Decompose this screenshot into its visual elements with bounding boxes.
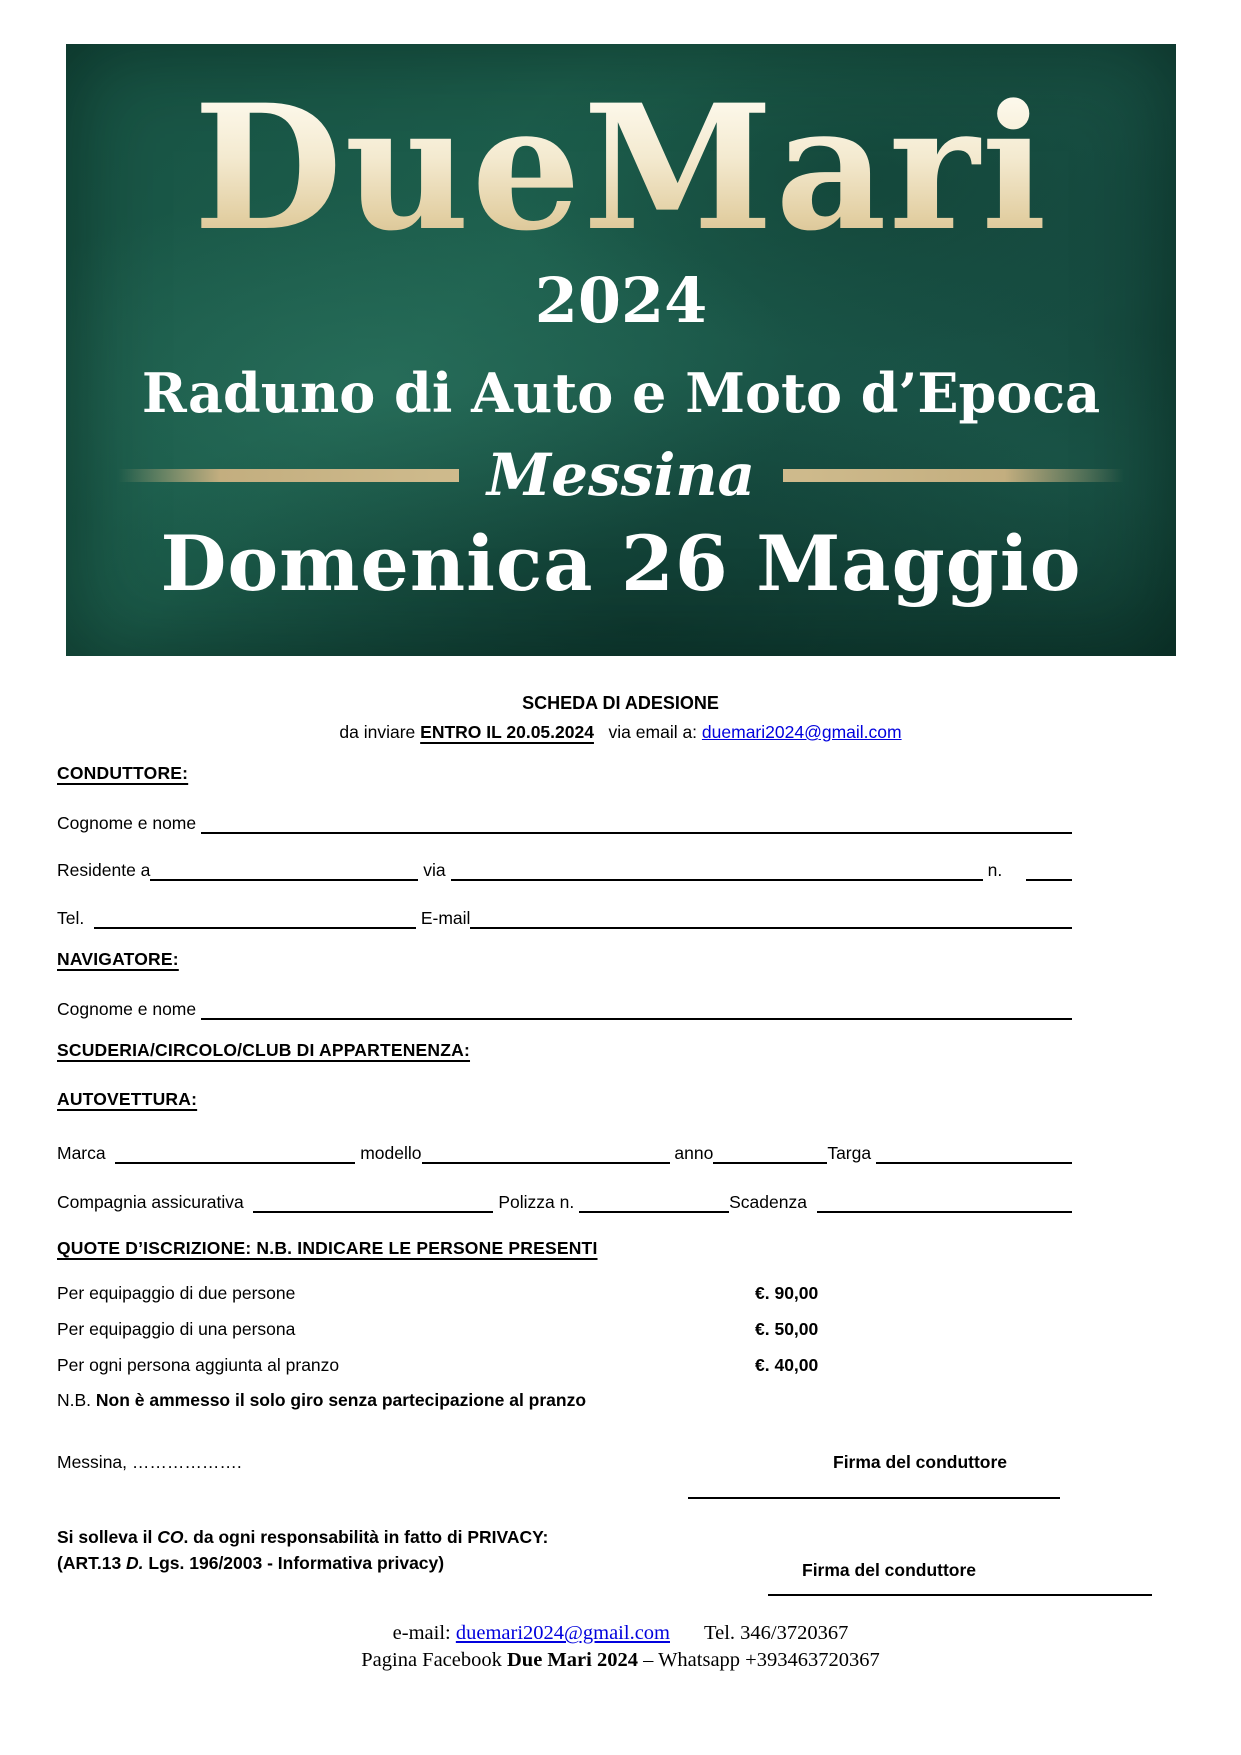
privacy-2b: D. — [126, 1553, 144, 1573]
privacy-1c: . da ogni responsabilità in fatto di PRIVACY: — [183, 1527, 549, 1547]
footer-line-1 — [0, 1622, 1241, 1645]
section-heading-navigatore: NAVIGATORE: — [57, 949, 179, 969]
section-heading-scuderia: SCUDERIA/CIRCOLO/CLUB DI APPARTENENZA: — [57, 1040, 471, 1060]
nb-note — [57, 1390, 586, 1411]
field-label-via: via — [418, 860, 451, 880]
field-label-cognome-nav: Cognome e nome — [57, 999, 201, 1019]
signature-label-2: Firma del conduttore — [802, 1560, 977, 1580]
banner-location-row — [66, 441, 1176, 510]
field-row-navigatore-name — [57, 992, 1072, 1020]
blank-line-anno — [713, 1156, 827, 1164]
fee-row — [57, 1355, 1072, 1376]
field-label-n: n. — [982, 860, 1012, 880]
blank-line-modello — [422, 1156, 670, 1164]
banner-title: DueMari — [66, 58, 1176, 278]
signature-line-2 — [768, 1594, 1152, 1596]
blank-line-cognome-nav — [201, 1012, 1072, 1020]
field-row-insurance — [57, 1187, 1072, 1213]
fee-label: Per equipaggio di due persone — [57, 1283, 296, 1303]
field-label-tel: Tel. — [57, 908, 94, 928]
footer-email-link[interactable]: duemari2024@gmail.com — [455, 1622, 670, 1644]
footer-whatsapp: – Whatsapp +393463720367 — [637, 1649, 880, 1671]
signature-line-1 — [688, 1497, 1060, 1499]
field-label-residente: Residente a — [57, 860, 151, 880]
blank-line-n — [1026, 873, 1072, 881]
fee-label: Per equipaggio di una persona — [57, 1319, 296, 1339]
footer-facebook-page: Due Mari 2024 — [507, 1649, 638, 1671]
gold-divider-right — [783, 469, 1124, 482]
send-deadline: ENTRO IL 20.05.2024 — [420, 722, 594, 742]
field-label-compagnia: Compagnia assicurativa — [57, 1192, 254, 1212]
privacy-line-1 — [57, 1527, 548, 1548]
section-heading-autovettura: AUTOVETTURA: — [57, 1089, 198, 1109]
fee-price: €. 50,00 — [755, 1319, 819, 1339]
privacy-2c: Lgs. 196/2003 - Informativa privacy) — [143, 1553, 445, 1573]
privacy-1a: Si solleva il — [57, 1527, 158, 1547]
fee-price: €. 40,00 — [755, 1355, 819, 1375]
banner-location: Messina — [486, 441, 756, 510]
field-label-scadenza: Scadenza — [729, 1192, 817, 1212]
field-row-conduttore-name — [57, 806, 1072, 834]
field-row-residence — [57, 853, 1072, 881]
field-label-polizza: Polizza n. — [493, 1192, 580, 1212]
blank-line-polizza — [579, 1205, 729, 1213]
blank-line-tel — [94, 921, 416, 929]
footer-facebook-prefix: Pagina Facebook — [361, 1649, 507, 1671]
banner-date: Domenica 26 Maggio — [160, 519, 1082, 609]
nb-prefix: N.B. — [57, 1390, 96, 1410]
blank-line-cognome — [201, 826, 1072, 834]
field-label-email: E-mail — [415, 908, 471, 928]
blank-line-email — [470, 921, 1072, 929]
privacy-2a: (ART.13 — [57, 1553, 127, 1573]
email-link[interactable]: duemari2024@gmail.com — [701, 722, 902, 742]
field-label-marca: Marca — [57, 1143, 116, 1163]
fee-row — [57, 1283, 1072, 1304]
event-banner — [66, 44, 1176, 656]
footer-line-2 — [0, 1649, 1241, 1672]
fee-price: €. 90,00 — [755, 1283, 819, 1303]
fee-label: Per ogni persona aggiunta al pranzo — [57, 1355, 340, 1375]
footer-email-prefix: e-mail: — [392, 1622, 456, 1644]
field-row-car — [57, 1138, 1072, 1164]
signature-label-1: Firma del conduttore — [833, 1452, 1008, 1472]
form-title: SCHEDA DI ADESIONE — [522, 693, 719, 713]
place-date-line: Messina, ………………. — [57, 1452, 242, 1472]
banner-year: 2024 — [534, 264, 708, 338]
banner-subtitle: Raduno di Auto e Moto d’Epoca — [141, 361, 1101, 426]
field-label-cognome: Cognome e nome — [57, 813, 201, 833]
privacy-line-2 — [57, 1553, 444, 1574]
privacy-1b: CO — [157, 1527, 184, 1547]
blank-line-residente — [150, 873, 418, 881]
field-row-contacts — [57, 901, 1072, 929]
nb-text: Non è ammesso il solo giro senza partecipazione al pranzo — [95, 1390, 587, 1410]
blank-line-compagnia — [253, 1205, 493, 1213]
section-heading-quote: QUOTE D’ISCRIZIONE: N.B. INDICARE LE PERSONE PRESENTI — [57, 1238, 598, 1258]
footer-tel: Tel. 346/3720367 — [704, 1622, 849, 1644]
field-label-targa: Targa — [827, 1143, 876, 1163]
send-prefix: da inviare — [339, 722, 421, 742]
send-middle: via email a: — [593, 722, 702, 742]
gold-divider-left — [118, 469, 459, 482]
blank-line-via — [451, 873, 983, 881]
send-instructions — [0, 722, 1241, 743]
blank-line-marca — [115, 1156, 355, 1164]
field-label-anno: anno — [669, 1143, 714, 1163]
blank-line-targa — [876, 1156, 1072, 1164]
field-label-modello: modello — [355, 1143, 422, 1163]
blank-line-scadenza — [817, 1205, 1072, 1213]
section-heading-conduttore: CONDUTTORE: — [57, 763, 189, 783]
fee-row — [57, 1319, 1072, 1340]
